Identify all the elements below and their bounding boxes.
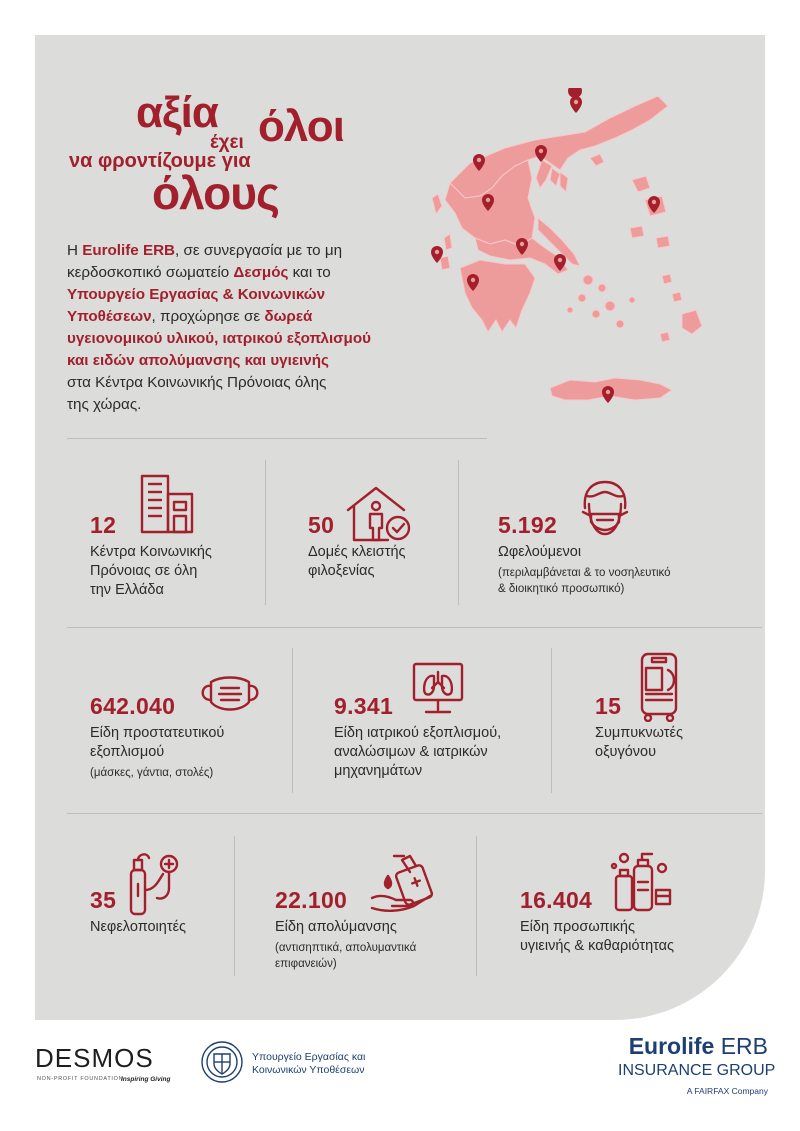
- stat-structures: [308, 512, 406, 581]
- desmos-wordmark: DESMOS: [35, 1043, 154, 1073]
- stat-label: Δομές κλειστής φιλοξενίας: [308, 544, 406, 579]
- stat-label: Είδη απολύμανσης: [275, 919, 397, 935]
- stat-label: Είδη προσωπικής υγιεινής & καθαριότητας: [520, 919, 675, 954]
- stat-disinfection: [275, 887, 416, 972]
- greek-emblem-icon: [200, 1040, 244, 1084]
- divider-intro: [67, 438, 487, 439]
- stat-label: Ωφελούμενοι: [498, 544, 582, 560]
- headline-phrase: να φροντίζουμε για: [69, 150, 251, 172]
- stat-medical-equipment: [334, 693, 501, 781]
- stat-number: 642.040: [90, 693, 176, 719]
- divider-vertical: [265, 460, 266, 605]
- divider-vertical: [234, 836, 235, 976]
- stat-note: (μάσκες, γάντια, στολές): [90, 767, 214, 779]
- fairfax-note: A FAIRFAX Company: [686, 1086, 768, 1096]
- divider-row2: [67, 813, 762, 814]
- headline-word-axia: αξία: [136, 88, 218, 137]
- stat-number: 22.100: [275, 887, 348, 913]
- divider-vertical: [458, 460, 459, 605]
- stat-hygiene: [520, 887, 674, 956]
- intro-paragraph: Η Eurolife ERB, σε συνεργασία με το μη κερδοσκοπικό σωματείο Δεσμός και το Υπουργείο Εργασίας & Κοινωνικών Υποθέσεων, προχώρησε σε δωρεά υγειονομικού υλικού, ιατρικού εξοπλισμού και ειδών απολύμανσης και υγιεινής στα Κέντρα Κοινωνικής Πρόνοιας όλης της χώρας.: [67, 242, 371, 413]
- greece-map: [410, 88, 710, 418]
- stat-label: Συμπυκνωτές οξυγόνου: [595, 725, 683, 760]
- divider-vertical: [476, 836, 477, 976]
- desmos-tagline: Inspiring Giving: [121, 1076, 171, 1083]
- stat-number: 5.192: [498, 512, 558, 538]
- stat-label: Είδη ιατρικού εξοπλισμού, αναλώσιμων & ιατρικών μηχανημάτων: [334, 725, 502, 779]
- ministry-logo: [200, 1040, 366, 1089]
- eurolife-logo: [618, 1033, 776, 1096]
- stat-label: Νεφελοποιητές: [90, 919, 187, 935]
- divider-vertical: [551, 648, 552, 793]
- headline-word-oloi: όλοι: [258, 102, 344, 151]
- desmos-logo: [35, 1043, 171, 1083]
- stat-protective-equipment: [90, 693, 224, 781]
- eurolife-wordmark: Eurolife ERB: [628, 1033, 768, 1059]
- stat-label: Είδη προστατευτικού εξοπλισμού: [90, 725, 225, 760]
- divider-vertical: [292, 648, 293, 793]
- stat-number: 9.341: [334, 693, 394, 719]
- stat-number: 35: [90, 887, 117, 913]
- divider-row1: [67, 627, 762, 628]
- headline-word-exei: έχει: [210, 132, 244, 153]
- stat-number: 15: [595, 693, 622, 719]
- stat-note: (περιλαμβάνεται & το νοσηλευτικό & διοικητικό προσωπικό): [498, 567, 671, 595]
- stat-number: 12: [90, 512, 117, 538]
- stat-oxygen-concentrators: [595, 693, 683, 762]
- desmos-subtitle: NON-PROFIT FOUNDATION: [37, 1076, 124, 1082]
- eurolife-group: INSURANCE GROUP: [618, 1062, 776, 1079]
- stat-label: Κέντρα Κοινωνικής Πρόνοιας σε όλη την Ελλάδα: [90, 544, 212, 598]
- stat-number: 16.404: [520, 887, 593, 913]
- ministry-name: Υπουργείο Εργασίας και Κοινωνικών Υποθέσεων: [252, 1051, 366, 1076]
- stat-nebulizers: [90, 887, 186, 937]
- headline-word-olous: όλους: [152, 167, 279, 219]
- stat-number: 50: [308, 512, 335, 538]
- stat-note: (αντισηπτικά, απολυμαντικά επιφανειών): [275, 942, 417, 970]
- stat-centres: [90, 512, 212, 600]
- stat-beneficiaries: [498, 512, 671, 597]
